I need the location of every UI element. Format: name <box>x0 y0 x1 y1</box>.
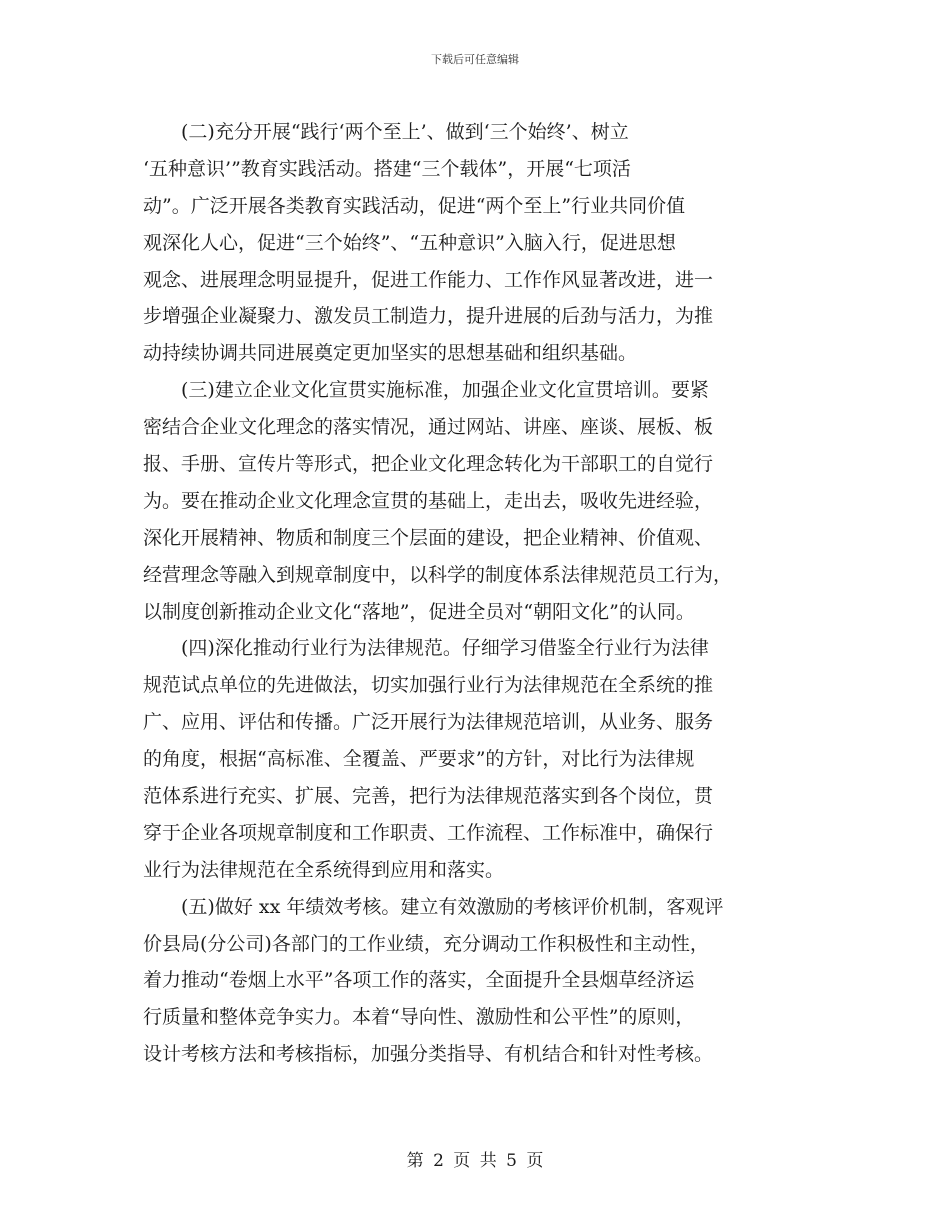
paragraph-3 <box>143 372 813 630</box>
text-line: 规范试点单位的先进做法，切实加强行业行为法律规范在全系统的推 <box>143 674 714 697</box>
text-line: ‘五种意识’”教育实践活动。搭建“三个载体”，开展“七项活 <box>143 157 631 180</box>
text-line: 为。要在推动企业文化理念宣贯的基础上，走出去，吸收先进经验， <box>143 489 714 512</box>
text-line: 价县局(分公司)各部门的工作业绩，充分调动工作积极性和主动性， <box>143 932 709 955</box>
text-line: 以制度创新推动企业文化“落地”，促进全员对“朝阳文化”的认同。 <box>143 600 695 623</box>
text-line: 步增强企业凝聚力、激发员工制造力，提升进展的后劲与活力，为推 <box>143 305 714 328</box>
paragraph-4 <box>143 630 813 888</box>
text-line: (五)做好 xx 年绩效考核。建立有效激励的考核评价机制，客观评 <box>143 895 724 918</box>
body-text <box>143 114 813 1073</box>
text-line: (二)充分开展“践行‘两个至上’、做到‘三个始终’、树立 <box>143 121 629 143</box>
text-line: 范体系进行充实、扩展、完善，把行为法律规范落实到各个岗位，贯 <box>143 785 714 808</box>
text-line: 动”。广泛开展各类教育实践活动，促进“两个至上”行业共同价值 <box>143 194 686 217</box>
text-line: 着力推动“卷烟上水平”各项工作的落实，全面提升全县烟草经济运 <box>143 969 695 992</box>
paragraph-2 <box>143 114 813 372</box>
page-footer: 第 2 页 共 5 页 <box>406 1151 544 1171</box>
text-line: 的角度，根据“高标准、全覆盖、严要求”的方针，对比行为法律规 <box>143 748 695 771</box>
text-line: 观念、进展理念明显提升，促进工作能力、工作作风显著改进，进一 <box>143 268 714 291</box>
text-line: 设计考核方法和考核指标，加强分类指导、有机结合和针对性考核。 <box>143 1043 714 1066</box>
text-line: 穿于企业各项规章制度和工作职责、工作流程、工作标准中，确保行 <box>143 821 714 844</box>
text-line: 业行为法律规范在全系统得到应用和落实。 <box>143 858 505 881</box>
text-line: 报、手册、宣传片等形式，把企业文化理念转化为干部职工的自觉行 <box>143 453 714 476</box>
text-line: 行质量和整体竞争实力。本着“导向性、激励性和公平性”的原则， <box>143 1006 695 1029</box>
page-header: 下载后可任意编辑 <box>431 53 519 66</box>
text-line: 动持续协调共同进展奠定更加坚实的思想基础和组织基础。 <box>143 342 638 365</box>
text-line: 广、应用、评估和传播。广泛开展行为法律规范培训，从业务、服务 <box>143 711 714 734</box>
text-line: 观深化人心，促进“三个始终”、“五种意识”入脑入行，促进思想 <box>143 231 676 254</box>
text-line: 经营理念等融入到规章制度中，以科学的制度体系法律规范员工行为， <box>143 563 733 586</box>
text-line: 深化开展精神、物质和制度三个层面的建设，把企业精神、价值观、 <box>143 526 714 549</box>
text-line: 密结合企业文化理念的落实情况，通过网站、讲座、座谈、展板、板 <box>143 416 714 439</box>
text-line: (三)建立企业文化宣贯实施标准，加强企业文化宣贯培训。要紧 <box>143 379 709 402</box>
paragraph-5 <box>143 889 813 1073</box>
text-line: (四)深化推动行业行为法律规范。仔细学习借鉴全行业行为法律 <box>143 637 709 660</box>
